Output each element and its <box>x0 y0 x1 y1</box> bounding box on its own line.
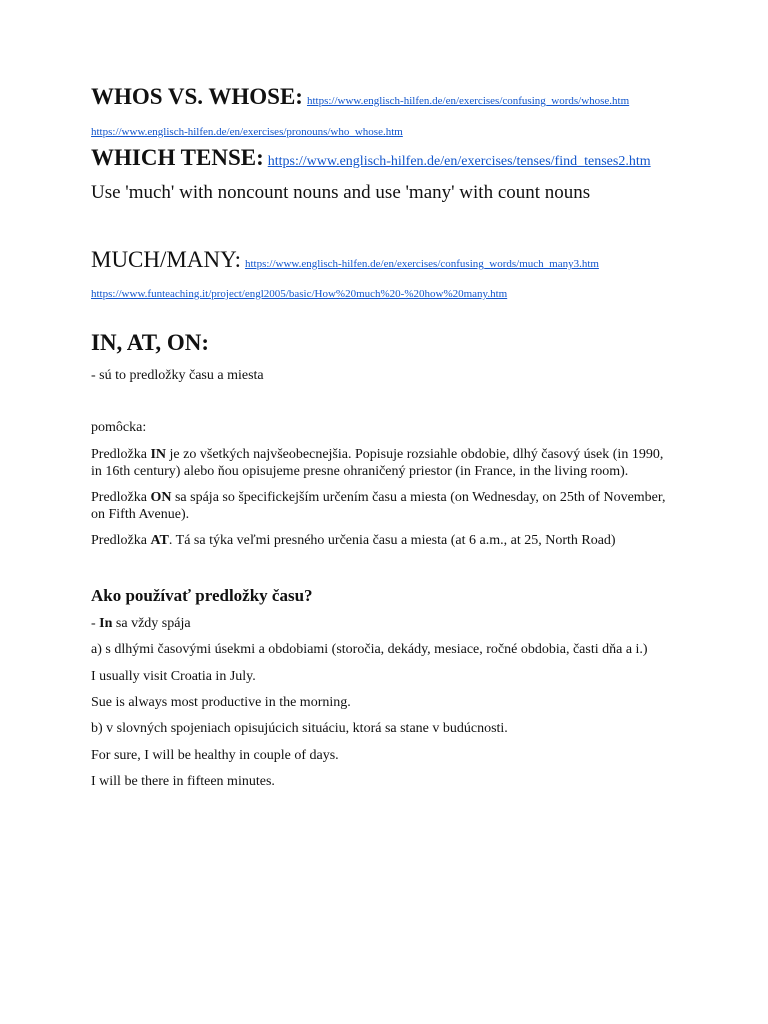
on-explanation <box>91 490 676 523</box>
whos-line <box>91 84 676 110</box>
ako-in-text: sa vždy spája <box>112 616 191 631</box>
ako-rule-b: b) v slovných spojeniach opisujúcich situáciu, ktorá sa stane v budúcnosti. <box>91 721 508 736</box>
who-whose-link[interactable]: https://www.englisch-hilfen.de/en/exercises/pronouns/who_whose.htm <box>91 126 403 138</box>
in-at-on-heading: IN, AT, ON: <box>91 330 209 355</box>
whose-link[interactable]: https://www.englisch-hilfen.de/en/exercises/confusing_words/whose.htm <box>306 95 630 107</box>
ako-in-keyword: In <box>99 616 113 631</box>
example-healthy: For sure, I will be healthy in couple of days. <box>91 748 339 763</box>
much-many-link[interactable]: https://www.englisch-hilfen.de/en/exercises/confusing_words/much_many3.htm <box>244 258 599 270</box>
ako-in-line <box>91 616 676 633</box>
much-many-note: Use 'much' with noncount nouns and use 'many' with count nouns <box>91 182 591 203</box>
in-explanation-text: je zo všetkých najvšeobecnejšia. Popisuje rozsiahle obdobie, dlhý časový úsek (in 1990, in 16th century) alebo ňou opisujeme presne ohraničený priestor (in France, in the living room). <box>91 447 664 479</box>
which-tense-line <box>91 145 676 171</box>
at-explanation-prefix: Predložka <box>91 533 151 548</box>
which-tense-heading: WHICH TENSE: <box>91 145 264 170</box>
in-at-on-intro: - sú to predložky času a miesta <box>91 368 264 383</box>
funteaching-line <box>91 284 676 302</box>
in-keyword: IN <box>150 447 167 462</box>
on-explanation-prefix: Predložka <box>91 490 151 505</box>
at-explanation-text: . Tá sa týka veľmi presného určenia času a miesta (at 6 a.m., at 25, North Road) <box>168 533 616 548</box>
whos-heading: WHOS VS. WHOSE: <box>91 84 303 109</box>
on-explanation-text: sa spája so špecifickejším určením času a miesta (on Wednesday, on 25th of November, on Fifth Avenue). <box>91 490 666 522</box>
who-whose-line <box>91 122 676 140</box>
example-morning: Sue is always most productive in the morning. <box>91 695 351 710</box>
funteaching-link[interactable]: https://www.funteaching.it/project/engl2005/basic/How%20much%20-%20how%20many.htm <box>91 288 508 300</box>
example-croatia: I usually visit Croatia in July. <box>91 669 256 684</box>
much-many-heading: MUCH/MANY <box>91 247 235 272</box>
ako-heading: Ako používať predložky času? <box>91 586 313 605</box>
much-many-line <box>91 247 676 273</box>
ako-in-prefix: - <box>91 616 100 631</box>
in-explanation-prefix: Predložka <box>91 447 151 462</box>
example-fifteen-minutes: I will be there in fifteen minutes. <box>91 774 275 789</box>
find-tenses-link[interactable]: https://www.englisch-hilfen.de/en/exercises/tenses/find_tenses2.htm <box>267 154 651 169</box>
much-many-colon: : <box>234 247 241 272</box>
at-explanation <box>91 533 676 550</box>
on-keyword: ON <box>150 490 172 505</box>
ako-rule-a: a) s dlhými časovými úsekmi a obdobiami (storočia, dekády, mesiace, ročné obdobia, časti dňa a i.) <box>91 642 648 657</box>
at-keyword: AT <box>150 533 169 548</box>
in-explanation <box>91 447 676 480</box>
pomocka-label: pomôcka: <box>91 420 147 435</box>
